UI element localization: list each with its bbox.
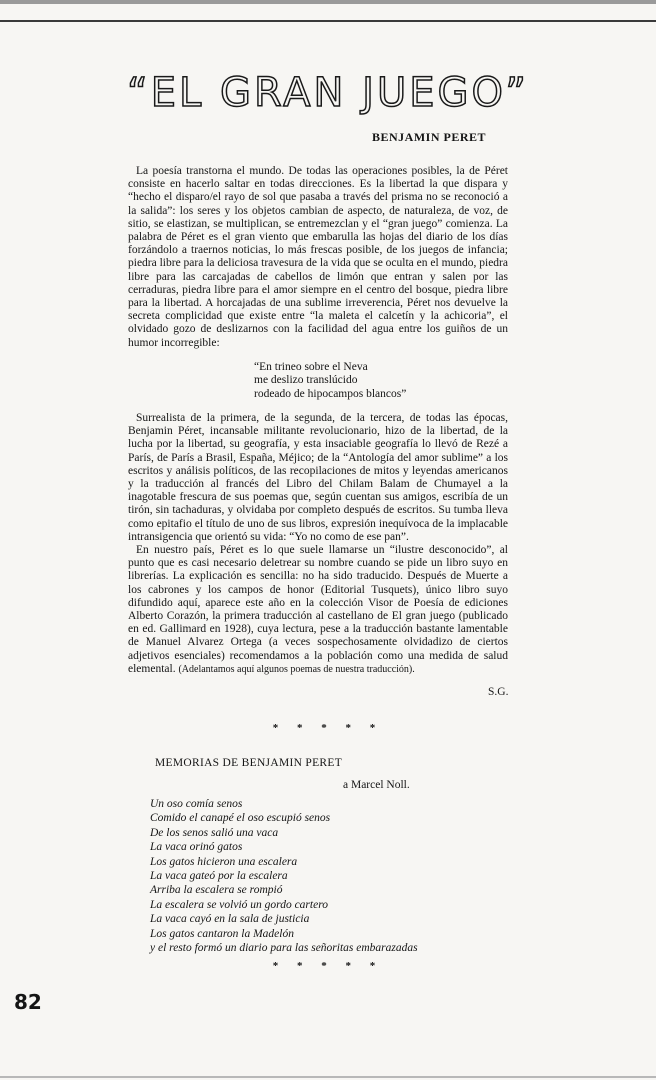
verse-line: rodeado de hipocampos blancos” [254, 387, 407, 400]
quoted-verse [254, 361, 406, 401]
page-number: 82 [14, 990, 42, 1014]
top-rule [0, 0, 656, 4]
poem-line: De los senos salió una vaca [150, 826, 279, 839]
end-separator: * * * * * [272, 960, 384, 972]
poem-line: La vaca cayó en la sala de justicia [150, 913, 310, 926]
poem-line: Los gatos cantaron la Madelón [150, 927, 294, 940]
article-author: BENJAMIN PERET [372, 130, 487, 144]
poem-line: Comido el canapé el oso escupió senos [150, 812, 331, 825]
header-rule [0, 20, 656, 22]
poem-dedication: a Marcel Noll. [343, 779, 410, 791]
poem-line: Arriba la escalera se rompió [150, 884, 283, 897]
poem-line: La escalera se volvió un gordo cartero [150, 898, 329, 911]
article-body-2 [128, 412, 508, 676]
paragraph-3-text: En nuestro país, Péret es lo que suele llamarse un “ilustre desconocido”, al punto que es casi necesario deletrear su nombre cuando se pide un libro suyo en librerías. La explicación es sencilla: no ha sido traducido. Después de Muerte a los cabrones y los campos de honor (Editorial Tusquets), único libro suyo difundido aquí, aparece este año en la colección Visor de Poesía de ediciones Alberto Corazón, la primera traducción al castellano de El gran juego (publicado en ed. Gallimard en 1928), cuya lectura, pese a la traducción bastante lamentable de Manuel Alvarez Ortega (a veces sospechosamente olvidadizo de ciertos adjetivos esenciales) recomendamos a la población como una medida de salud elemental. [128, 544, 508, 675]
signature: S.G. [488, 686, 509, 698]
verse-line: me deslizo translúcido [254, 374, 358, 387]
article-body-1 [128, 165, 508, 350]
bottom-rule [0, 1076, 656, 1078]
article-title: “EL GRAN JUEGO” [126, 70, 529, 116]
poem-line: La vaca gateó por la escalera [150, 870, 288, 883]
poem-title: MEMORIAS DE BENJAMIN PERET [155, 757, 343, 769]
translation-note: (Adelantamos aquí algunos poemas de nuestra traducción). [178, 663, 415, 675]
paragraph-2: Surrealista de la primera, de la segunda, de la tercera, de todas las épocas, Benjamin Péret, incansable militante revolucionario, hizo de la libertad, de la lucha por la libertad, su geografía, y esta insaciable geografía lo llevó de Rezé a París, de París a Brasil, España, Méjico; de la “Antología del amor sublime” a los escritos y análisis políticos, de las recopilaciones de mitos y leyendas americanos y la traducción al francés del Libro del Chilam Balam de Chumayel a la inagotable frescura de sus poemas que, según cuentan sus amigos, escribía de un tirón, sin tachaduras, y olvidaba por completo después de escritos. Su tumba lleva como epitafio el título de uno de sus libros, expresión inequívoca de la implacable intransigencia que orientó su vida: “Yo no como de ese pan”. [128, 412, 508, 543]
poem-line: y el resto formó un diario para las señoritas embarazadas [150, 942, 418, 955]
section-separator: * * * * * [272, 722, 384, 734]
poem-line: Un oso comía senos [150, 798, 243, 810]
poem-body [150, 797, 418, 955]
poem-line: La vaca orinó gatos [150, 841, 243, 854]
paragraph-1: La poesía transtorna el mundo. De todas las operaciones posibles, la de Péret consiste en hacerlo saltar en todas direcciones. Es la libertad la que dispara y “hecho el disparo/el rayo de sol que pasaba a través del prisma no se reconoció a la salida”: los seres y los objetos cambian de aspecto, de naturaleza, de voz, de sitio, se elastizan, se multiplican, se entremezclan y el “gran juego” comienza. La palabra de Péret es el gran viento que embarulla las hojas del diario de los días forzándolo a traernos noticias, lo más frescas posible, de los juegos de infancia; piedra libre para la deliciosa travesura de la vida que se oculta en el mundo, piedra libre para las carcajadas de cabellos de limón que entran y salen por las cerraduras, piedra libre para el amor siempre en el centro del bosque, piedra libre para la libertad. A horcajadas de una sublime irreverencia, Péret nos devuelve la secreta complicidad que existe entre “la maleta el calcetín y la achicoria”, el olvidado gozo de deslizarnos con la facilidad del agua entre los guiños de un humor incorregible: [128, 165, 508, 349]
paragraph-3 [128, 544, 508, 676]
verse-line: “En trineo sobre el Neva [254, 361, 368, 373]
poem-line: Los gatos hicieron una escalera [150, 855, 298, 868]
